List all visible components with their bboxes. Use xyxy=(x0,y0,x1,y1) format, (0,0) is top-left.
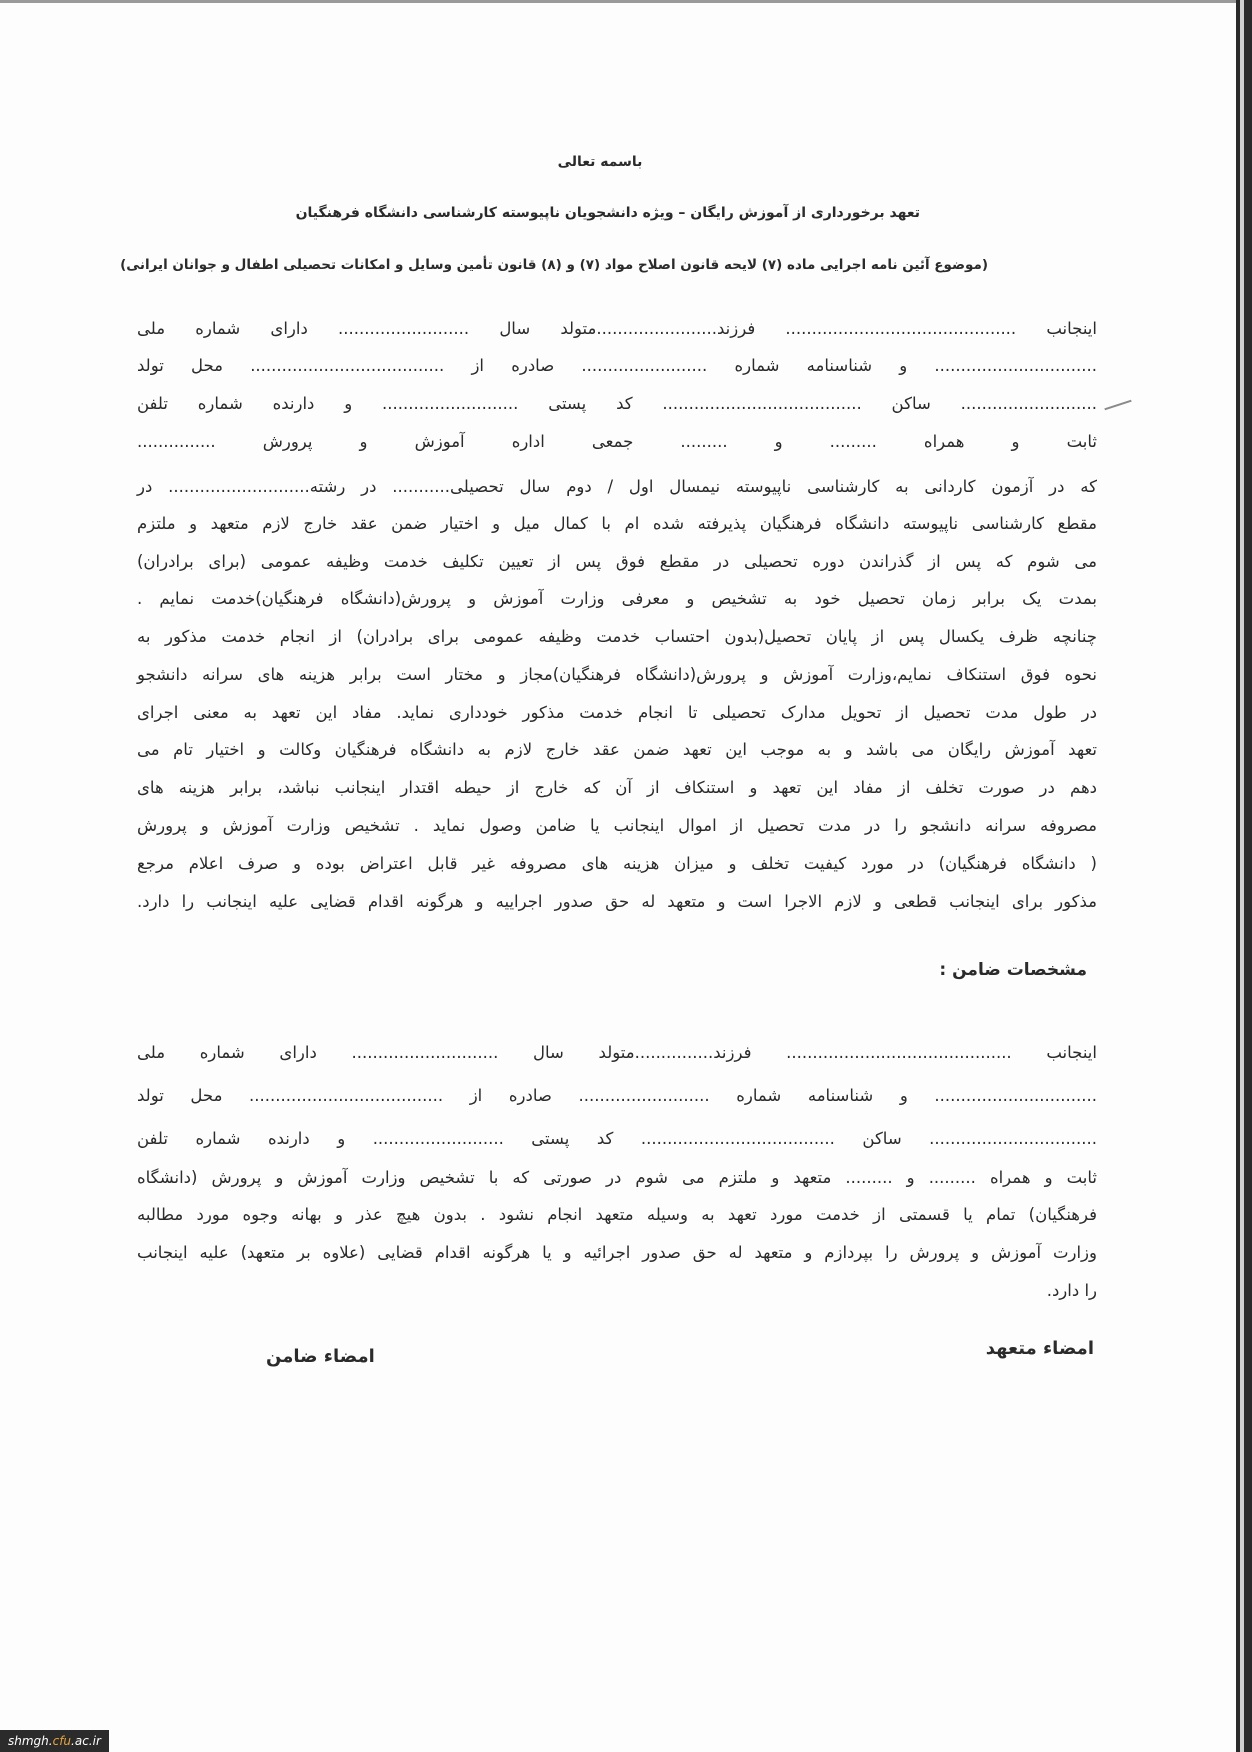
guarantor-line-4: ثابت و همراه ......... و ......... متعهد و ملتزم می شوم در صورتی که با تشخیص وزارت آموزش و پرورش (دانشگاه xyxy=(137,1168,1097,1187)
commitment-line-11: در طول مدت تحصیل از تحویل مدارک تحصیلی تا انجام خدمت مذکور خودداری نماید. مفاد این تعهد به معنی اجرای xyxy=(137,703,1097,722)
guarantor-line-2: ............................... و شناسنامه شماره ......................... صادره از ..................................... محل تولد xyxy=(137,1086,1097,1105)
document-title: تعهد برخورداری از آموزش رایگان – ویژه دانشجویان ناپیوسته کارشناسی دانشگاه فرهنگیان xyxy=(295,205,920,221)
commitment-line-4: ثابت و همراه ......... و ......... جمعی اداره آموزش و پرورش ............... xyxy=(137,432,1097,451)
bism-heading: باسمه تعالی xyxy=(557,154,643,170)
commitment-line-10: نحوه فوق استنکاف نمایم،وزارت آموزش و پرورش(دانشگاه فرهنگیان)مجاز و مختار است برابر هزینه های سرانه دانشجو xyxy=(137,665,1097,684)
commitment-line-12: تعهد آموزش رایگان می باشد و به موجب این تعهد ضمن عقد خارج لازم به دانشگاه فرهنگیان وکالت و اختیار تام می xyxy=(137,740,1097,759)
scan-right-edge-highlight xyxy=(1240,0,1244,1752)
scan-right-edge xyxy=(1236,0,1252,1752)
guarantor-line-5: فرهنگیان) تمام یا قسمتی از خدمت مورد تعهد به وسیله متعهد انجام نشود . بدون هیچ عذر و بهانه وجوه مورد مطالبه xyxy=(137,1205,1097,1224)
commitment-line-5: که در آزمون کاردانی به کارشناسی ناپیوسته نیمسال اول / دوم سال تحصیلی........... در رشته........................... در xyxy=(137,477,1097,496)
guarantor-line-3: ................................ ساکن ..................................... کد پستی ......................... و دارنده شماره تلفن xyxy=(137,1129,1097,1148)
guarantor-line-6: وزارت آموزش و پرورش را بپردازم و متعهد له حق صدور اجرائیه و یا هرگونه اقدام قضایی (علاوه بر متعهد) علیه اینجانب xyxy=(137,1243,1097,1262)
committed-signature-label: امضاء متعهد xyxy=(985,1338,1094,1359)
guarantor-signature-label: امضاء ضامن xyxy=(266,1346,375,1367)
commitment-line-9: چنانچه ظرف یکسال پس از پایان تحصیل(بدون احتساب خدمت وظیفه عمومی برای برادران) از انجام خدمت مذکور به xyxy=(137,627,1097,646)
watermark-suffix: .ac.ir xyxy=(71,1734,101,1748)
commitment-line-1: اینجانب ............................................ فرزند.......................متولد سال ......................... دارای شماره ملی xyxy=(137,319,1097,338)
commitment-line-8: بمدت یک برابر زمان تحصیل خود به تشخیص و معرفی وزارت آموزش و پرورش(دانشگاه فرهنگیان)خدمت نمایم . xyxy=(137,589,1097,608)
commitment-line-13: دهم در صورت تخلف از مفاد این تعهد و استنکاف از آن که خارج از حیطه اقتدار اینجانب نباشد، برابر هزینه های xyxy=(137,778,1097,797)
guarantor-heading: مشخصات ضامن : xyxy=(939,960,1087,980)
commitment-line-16: مذکور برای اینجانب قطعی و لازم الاجرا است و متعهد له حق صدور اجراییه و هرگونه اقدام قضایی علیه اینجانب را دارد. xyxy=(137,892,1097,911)
commitment-line-2: ............................... و شناسنامه شماره ........................ صادره از ..................................... محل تولد xyxy=(137,356,1097,375)
source-watermark xyxy=(0,1730,109,1752)
commitment-line-3: .......................... ساکن ...................................... کد پستی .......................... و دارنده شماره تلفن xyxy=(137,394,1097,413)
commitment-line-14: مصروفه سرانه دانشجو را در مدت تحصیل از اموال اینجانب یا ضامن وصول نماید . تشخیص وزارت آموزش و پرورش xyxy=(137,816,1097,835)
guarantor-line-1: اینجانب ........................................... فرزند...............متولد سال ............................ دارای شماره ملی xyxy=(137,1043,1097,1062)
guarantor-line-7: را دارد. xyxy=(1046,1281,1097,1300)
commitment-line-7: می شوم که پس از گذراندن دوره تحصیلی در مقطع فوق پس از تعیین تکلیف خدمت وظیفه عمومی (برای برادران) xyxy=(137,552,1097,571)
commitment-line-15: ( دانشگاه فرهنگیان) در مورد کیفیت تخلف و میزان هزینه های مصروفه غیر قابل اعتراض بوده و صرف اعلام مرجع xyxy=(137,854,1097,873)
watermark-accent: cfu xyxy=(52,1734,72,1748)
document-subject: (موضوع آئین نامه اجرایی ماده (۷) لایحه قانون اصلاح مواد (۷) و (۸) قانون تأمین وسایل و امکانات تحصیلی اطفال و جوانان ایرانی) xyxy=(120,257,988,273)
commitment-line-6: مقطع کارشناسی ناپیوسته دانشگاه فرهنگیان پذیرفته شده ام با کمال میل و اختیار ضمن عقد خارج لازم متعهد و ملتزم xyxy=(137,514,1097,533)
watermark-prefix: shmgh. xyxy=(8,1734,53,1748)
scan-top-edge xyxy=(0,0,1236,3)
